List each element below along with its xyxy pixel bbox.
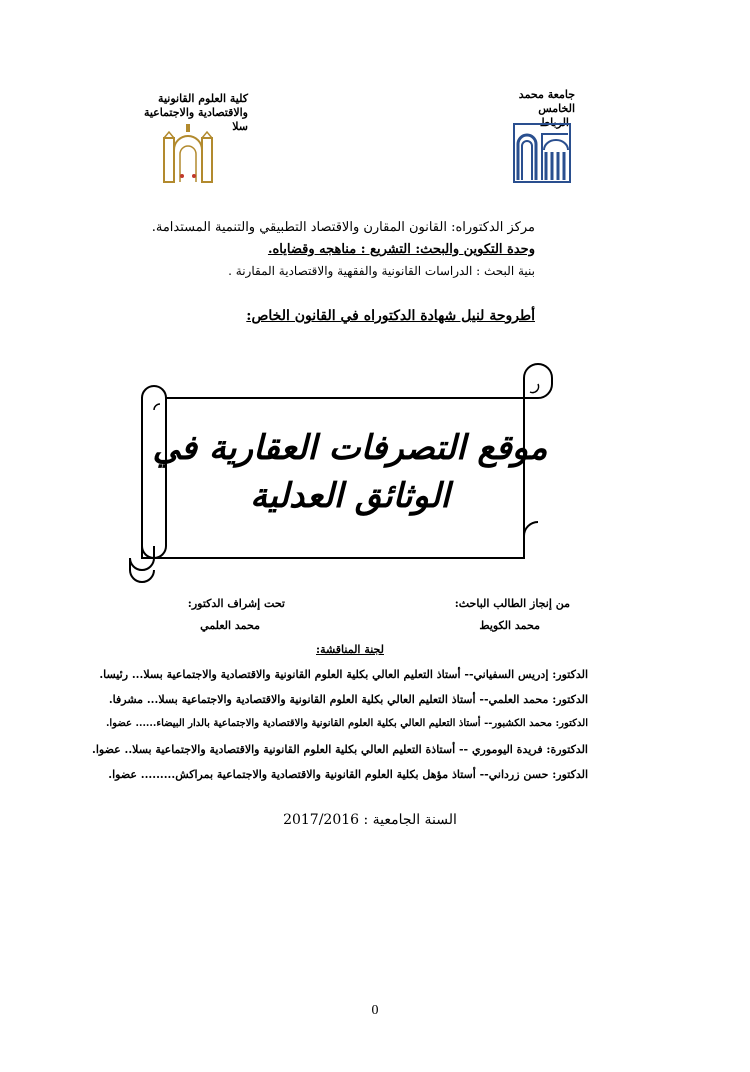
academic-year: السنة الجامعية : 2017/2016 xyxy=(283,812,457,828)
supervisor-name: محمد العلمي xyxy=(200,619,260,632)
committee-member: الدكتور: حسن زرداني-- أستاذ مؤهل بكلية العلوم القانونية والاقتصادية والاجتماعية بمراكش......... عضوا. xyxy=(108,768,588,781)
research-structure: بنية البحث : الدراسات القانونية والفقهية والاقتصادية المقارنة . xyxy=(228,264,535,278)
committee-member: الدكتورة: فريدة اليوموري -- أستاذة التعليم العالي بكلية العلوم القانونية والاقتصادية والاجتماعية بسلا.. عضوا. xyxy=(92,743,588,756)
faculty-building-logo-icon xyxy=(160,120,216,184)
student-name: محمد الكويط xyxy=(479,619,540,632)
title-scroll-frame xyxy=(120,358,560,588)
thesis-purpose: أطروحة لنيل شهادة الدكتوراه في القانون الخاص: xyxy=(246,308,535,324)
committee-member: الدكتور: محمد الكشبور-- أستاذ التعليم العالي بكلية العلوم القانونية والاقتصادية والاجتماعية بالدار البيضاء...... عضوا. xyxy=(105,718,588,729)
supervised-by-label: تحت إشراف الدكتور: xyxy=(187,597,285,610)
thesis-title-line1: موقع التصرفات العقارية في xyxy=(152,428,548,468)
prepared-by-label: من إنجاز الطالب الباحث: xyxy=(454,597,570,610)
university-name-line2: الرباط xyxy=(539,116,569,129)
university-logo-icon xyxy=(512,122,572,184)
thesis-title-line2: الوثائق العدلية xyxy=(250,476,450,516)
faculty-name-line2: والاقتصادية والاجتماعية سلا xyxy=(143,106,248,133)
faculty-name-line1: كلية العلوم القانونية xyxy=(158,92,248,105)
university-name-line1: جامعة محمد الخامس xyxy=(518,88,575,115)
committee-heading: لجنة المناقشة: xyxy=(316,643,384,656)
committee-member: الدكتور: إدريس السفياني-- أستاذ التعليم العالي بكلية العلوم القانونية والاقتصادية والاجتماعية بسلا... رئيسا. xyxy=(99,668,588,681)
committee-member: الدكتور: محمد العلمي-- أستاذ التعليم العالي بكلية العلوم القانونية والاقتصادية والاجتماعية بسلا... مشرفا. xyxy=(108,693,588,706)
page-number: 0 xyxy=(371,1003,379,1018)
doctorate-center: مركز الدكتوراه: القانون المقارن والاقتصاد التطبيقي والتنمية المستدامة. xyxy=(151,220,535,235)
research-unit: وحدة التكوين والبحث: التشريع : مناهجه وقضاياه. xyxy=(267,242,535,257)
